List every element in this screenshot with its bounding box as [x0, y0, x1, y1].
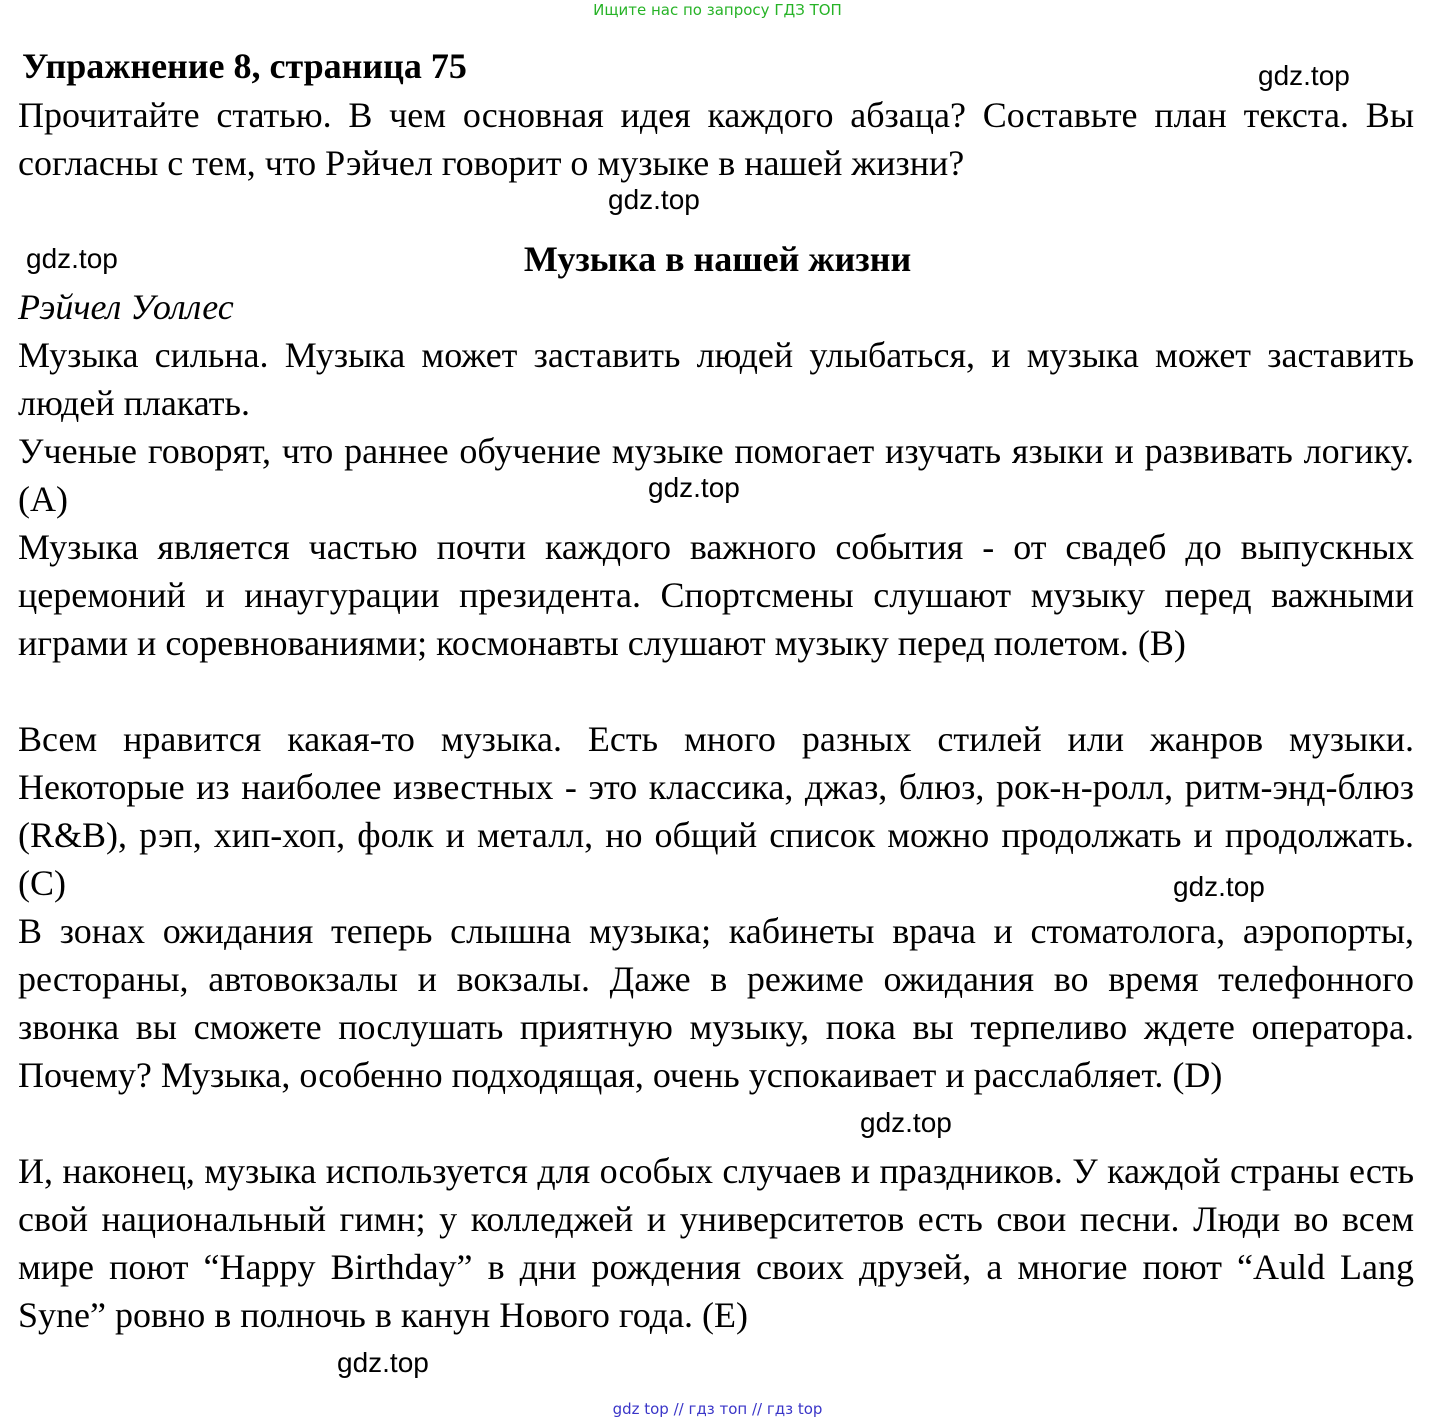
watermark: gdz.top	[860, 1107, 952, 1138]
top-banner[interactable]: Ищите нас по запросу ГДЗ ТОП	[593, 1, 842, 19]
paragraph-1: Музыка сильна. Музыка может заставить людей улыбаться, и музыка может заставить людей плакать.	[18, 335, 1414, 423]
page-title: Упражнение 8, страница 75	[22, 46, 467, 86]
watermark: gdz.top	[648, 472, 740, 503]
watermark: gdz.top	[1173, 871, 1265, 902]
paragraph-4: Всем нравится какая-то музыка. Есть много разных стилей или жанров музыки. Некоторые из наиболее известных - это классика, джаз, блюз, рок-н-ролл, ритм-энд-блюз (R&B), рэп, хип-хоп, фолк и металл, но общий список можно продолжать и продолжать. (C)	[18, 719, 1414, 903]
article-title: Музыка в нашей жизни	[523, 239, 912, 279]
article-author: Рэйчел Уоллес	[18, 287, 234, 327]
paragraph-2: Ученые говорят, что раннее обучение музыке помогает изучать языки и развивать логику. (A)	[18, 431, 1414, 519]
watermark: gdz.top	[26, 243, 118, 274]
paragraph-3: Музыка является частью почти каждого важного события - от свадеб до выпускных церемоний и инаугурации президента. Спортсмены слушают музыку перед важными играми и соревнованиями; космонавты слушают музыку перед полетом. (B)	[18, 527, 1414, 663]
watermark: gdz.top	[1258, 60, 1350, 91]
task-text: Прочитайте статью. В чем основная идея каждого абзаца? Составьте план текста. Вы согласны с тем, что Рэйчел говорит о музыке в нашей жизни?	[18, 95, 1414, 183]
paragraph-6: И, наконец, музыка используется для особых случаев и праздников. У каждой страны есть свой национальный гимн; у колледжей и университетов есть свои песни. Люди во всем мире поют “Happy Birthday” в дни рождения своих друзей, а многие поют “Auld Lang Syne” ровно в полночь в канун Нового года. (E)	[18, 1151, 1414, 1335]
footer-links[interactable]: gdz top // гдз топ // гдз top	[612, 1400, 823, 1418]
watermark: gdz.top	[337, 1347, 429, 1378]
paragraph-5: В зонах ожидания теперь слышна музыка; кабинеты врача и стоматолога, аэропорты, рестораны, автовокзалы и вокзалы. Даже в режиме ожидания во время телефонного звонка вы сможете послушать приятную музыку, пока вы терпеливо ждете оператора. Почему? Музыка, особенно подходящая, очень успокаивает и расслабляет. (D)	[18, 911, 1414, 1095]
watermark: gdz.top	[608, 184, 700, 215]
